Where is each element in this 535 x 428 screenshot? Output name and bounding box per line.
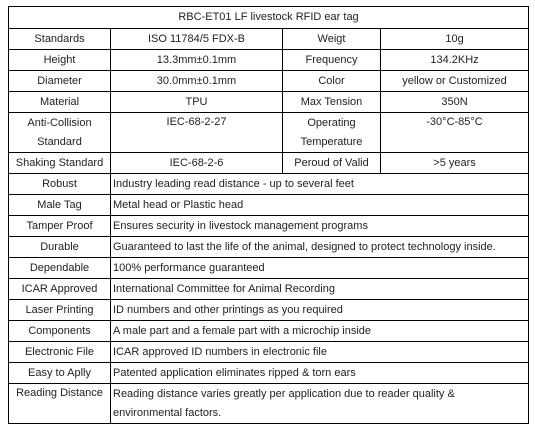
spec-value: yellow or Customized <box>381 71 529 92</box>
spec-value: 350N <box>381 92 529 113</box>
spec-label: Standards <box>9 29 111 50</box>
table-row <box>9 321 529 342</box>
spec-label: Material <box>9 92 111 113</box>
table-row <box>9 258 529 279</box>
table-row <box>9 71 529 92</box>
feature-label: Robust <box>9 174 111 195</box>
spec-value: 30.0mm±0.1mm <box>111 71 283 92</box>
spec-label: Max Tension <box>283 92 381 113</box>
table-row <box>9 300 529 321</box>
table-row <box>9 342 529 363</box>
table-row <box>9 363 529 384</box>
spec-label: Color <box>283 71 381 92</box>
spec-value: ISO 11784/5 FDX-B <box>111 29 283 50</box>
spec-label: Height <box>9 50 111 71</box>
table-row <box>9 50 529 71</box>
feature-text: Ensures security in livestock management programs <box>111 216 529 237</box>
feature-text: ID numbers and other printings as you required <box>111 300 529 321</box>
spec-value: TPU <box>111 92 283 113</box>
table-title-row <box>9 7 529 29</box>
spec-label: Weigt <box>283 29 381 50</box>
feature-text: Metal head or Plastic head <box>111 195 529 216</box>
feature-label: Electronic File <box>9 342 111 363</box>
feature-label: Laser Printing <box>9 300 111 321</box>
spec-value: 13.3mm±0.1mm <box>111 50 283 71</box>
spec-label: Anti-Collision Standard <box>9 113 111 153</box>
table-row <box>9 153 529 174</box>
spec-value: 134.2KHz <box>381 50 529 71</box>
feature-text: International Committee for Animal Recording <box>111 279 529 300</box>
feature-text: Patented application eliminates ripped & torn ears <box>111 363 529 384</box>
feature-text: A male part and a female part with a microchip inside <box>111 321 529 342</box>
table-row <box>9 279 529 300</box>
table-row <box>9 29 529 50</box>
table-row <box>9 237 529 258</box>
feature-text: Guaranteed to last the life of the animal, designed to protect technology inside. <box>111 237 529 258</box>
feature-label: ICAR Approved <box>9 279 111 300</box>
feature-text: Reading distance varies greatly per application due to reader quality & environmental factors. <box>111 384 529 424</box>
feature-label: Male Tag <box>9 195 111 216</box>
feature-label: Reading Distance <box>9 384 111 424</box>
table-row <box>9 216 529 237</box>
feature-label: Dependable <box>9 258 111 279</box>
spec-value: >5 years <box>381 153 529 174</box>
feature-label: Tamper Proof <box>9 216 111 237</box>
spec-label: Operating Temperature <box>283 113 381 153</box>
table-row <box>9 195 529 216</box>
spec-value: -30°C-85°C <box>381 113 529 153</box>
spec-label: Shaking Standard <box>9 153 111 174</box>
table-row <box>9 384 529 424</box>
feature-label: Easy to Aplly <box>9 363 111 384</box>
table-row <box>9 174 529 195</box>
spec-value: IEC-68-2-27 <box>111 113 283 153</box>
spec-label: Diameter <box>9 71 111 92</box>
table-row <box>9 92 529 113</box>
feature-label: Durable <box>9 237 111 258</box>
spec-value: IEC-68-2-6 <box>111 153 283 174</box>
feature-text: 100% performance guaranteed <box>111 258 529 279</box>
spec-table <box>8 6 529 424</box>
spec-value: 10g <box>381 29 529 50</box>
feature-label: Components <box>9 321 111 342</box>
table-row <box>9 113 529 153</box>
spec-label: Frequency <box>283 50 381 71</box>
feature-text: Industry leading read distance - up to several feet <box>111 174 529 195</box>
spec-label: Peroud of Valid <box>283 153 381 174</box>
feature-text: ICAR approved ID numbers in electronic file <box>111 342 529 363</box>
table-title: RBC-ET01 LF livestock RFID ear tag <box>9 7 529 29</box>
